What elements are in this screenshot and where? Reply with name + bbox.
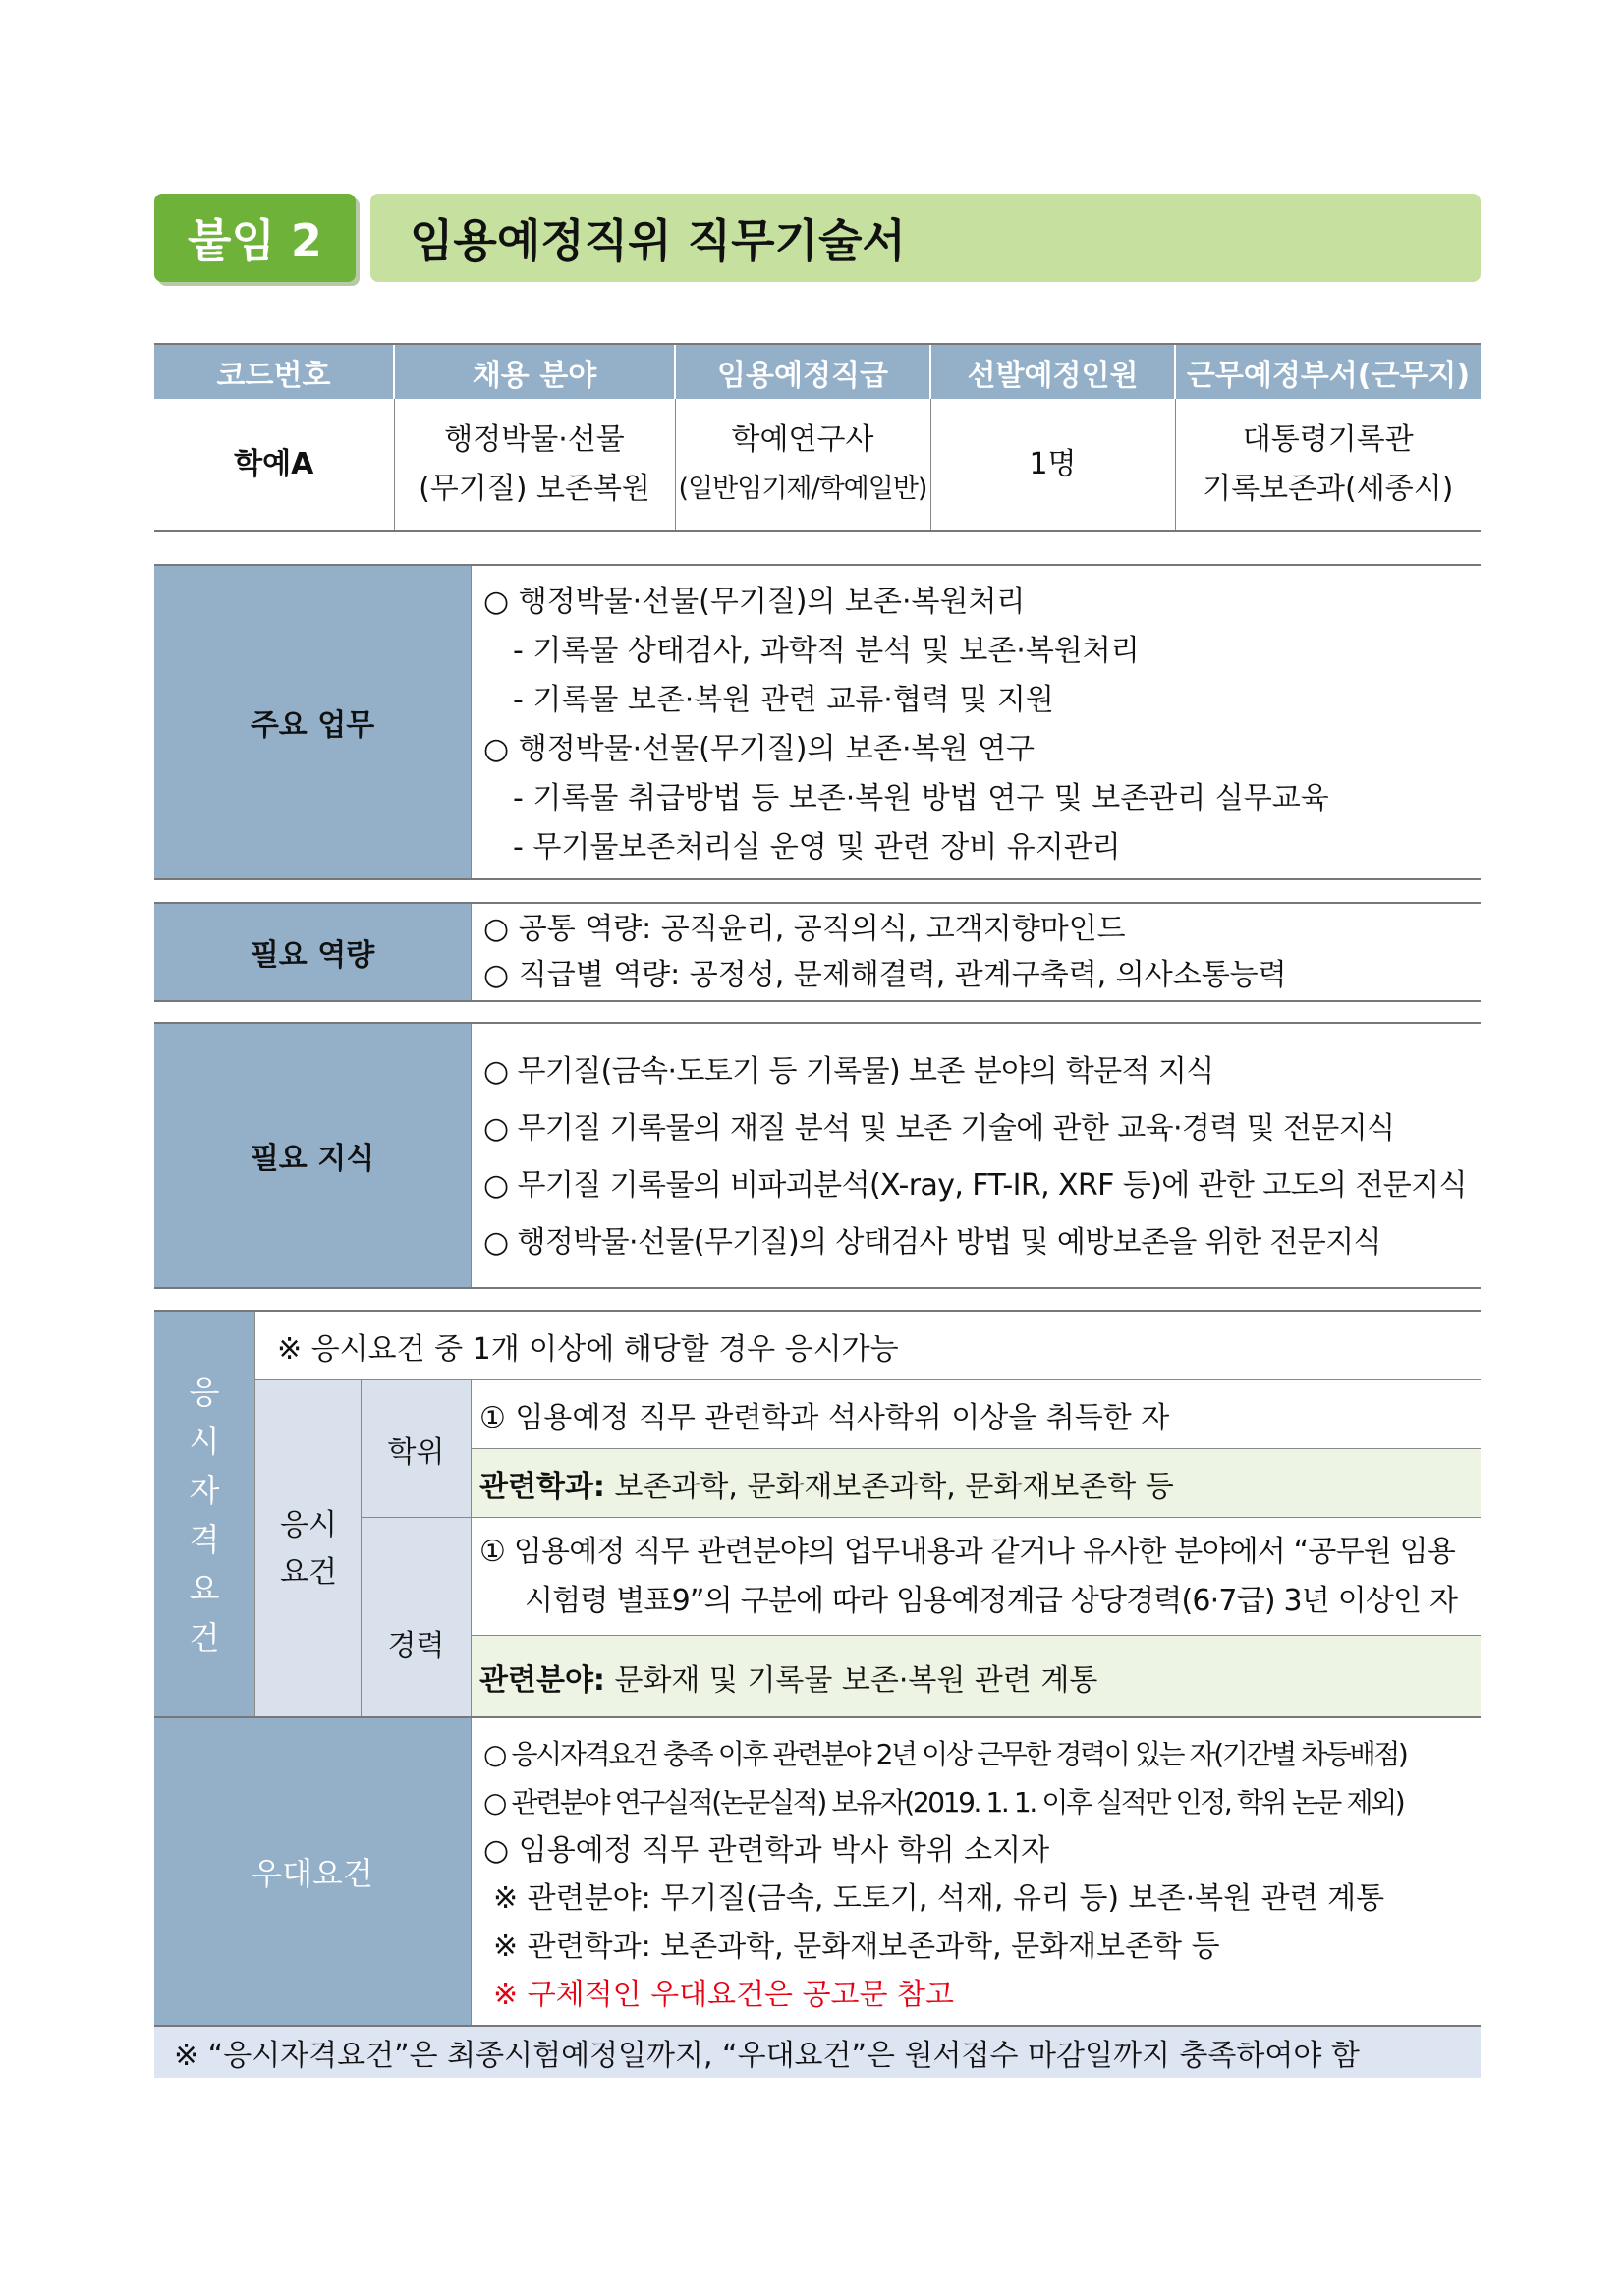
competency-section — [154, 902, 1481, 1002]
duty-line: - 무기물보존처리실 운영 및 관련 장비 유지관리 — [513, 830, 1121, 865]
career-label: 경력 — [361, 1518, 471, 1718]
requirements-note: ※ 응시요건 중 1개 이상에 해당할 경우 응시가능 — [254, 1312, 1481, 1380]
duties-content — [471, 566, 1481, 878]
knowledge-line: ○ 행정박물·선물(무기질)의 상태검사 방법 및 예방보존을 위한 전문지식 — [483, 1225, 1381, 1260]
header-dept: 근무예정부서(근무지) — [1175, 344, 1481, 399]
degree-related-value: 보존과학, 문화재보존과학, 문화재보존학 등 — [604, 1469, 1174, 1504]
preference-line: ○ 관련분야 연구실적(논문실적) 보유자(2019. 1. 1. 이후 실적만 인정, 학위 논문 제외) — [483, 1786, 1404, 1819]
header-code: 코드번호 — [154, 344, 394, 399]
duty-line: - 기록물 보존·복원 관련 교류·협력 및 지원 — [513, 683, 1054, 717]
career-related-key: 관련분야: — [479, 1663, 605, 1698]
degree-label: 학위 — [361, 1380, 471, 1518]
preference-line: ※ 관련학과: 보존과학, 문화재보존과학, 문화재보존학 등 — [493, 1930, 1220, 1964]
knowledge-line: ○ 무기질 기록물의 비파괴분석(X-ray, FT-IR, XRF 등)에 관한 고도의 전문지식 — [483, 1168, 1467, 1203]
page-header — [154, 194, 1481, 282]
preference-note-red: ※ 구체적인 우대요건은 공고문 참고 — [493, 1978, 955, 2012]
label-char: 응 — [189, 1373, 220, 1411]
career-related-value: 문화재 및 기록물 보존·복원 관련 계통 — [604, 1663, 1098, 1698]
header-rank: 임용예정직급 — [675, 344, 930, 399]
header-count: 선발예정인원 — [930, 344, 1175, 399]
knowledge-label: 필요 지식 — [154, 1024, 471, 1287]
label-char: 요 — [189, 1570, 220, 1607]
footnote: ※ “응시자격요건”은 최종시험예정일까지, “우대요건”은 원서접수 마감일까지 충족하여야 함 — [154, 2025, 1481, 2078]
group-label-line: 응시 — [280, 1508, 337, 1542]
field-line: (무기질) 보존복원 — [419, 471, 650, 506]
dept-line: 대통령기록관 — [1242, 421, 1414, 457]
knowledge-line: ○ 무기질 기록물의 재질 분석 및 보존 기술에 관한 교육·경력 및 전문지식 — [483, 1111, 1395, 1146]
preference-line: ○ 임용예정 직무 관련학과 박사 학위 소지자 — [483, 1833, 1050, 1868]
label-char: 건 — [189, 1619, 220, 1656]
preference-line: ※ 관련분야: 무기질(금속, 도토기, 석재, 유리 등) 보존·복원 관련 계통 — [493, 1881, 1385, 1916]
header-field: 채용 분야 — [394, 344, 675, 399]
field-line: 행정박물·선물 — [444, 421, 625, 457]
summary-table — [154, 343, 1481, 532]
knowledge-content — [471, 1024, 1481, 1287]
label-char: 격 — [189, 1521, 220, 1558]
requirements-section — [154, 1310, 1481, 1718]
dept-value — [1175, 399, 1481, 531]
duties-section — [154, 564, 1481, 880]
knowledge-section — [154, 1022, 1481, 1289]
degree-related-key: 관련학과: — [479, 1469, 605, 1504]
degree-related — [471, 1449, 1481, 1518]
competency-line: ○ 공통 역량: 공직윤리, 공직의식, 고객지향마인드 — [483, 912, 1126, 946]
count-value: 1명 — [930, 399, 1175, 531]
competency-line: ○ 직급별 역량: 공정성, 문제해결력, 관계구축력, 의사소통능력 — [483, 958, 1287, 992]
code-value: 학예A — [154, 399, 394, 531]
preference-section — [154, 1716, 1481, 2025]
preference-label: 우대요건 — [154, 1718, 471, 2025]
duty-line: ○ 행정박물·선물(무기질)의 보존·복원 연구 — [483, 732, 1035, 766]
group-label-line: 요건 — [280, 1555, 337, 1590]
duty-line: - 기록물 취급방법 등 보존·복원 방법 연구 및 보존관리 실무교육 — [513, 781, 1329, 815]
career-related — [471, 1636, 1481, 1718]
requirements-group-label — [254, 1380, 362, 1718]
label-char: 자 — [189, 1472, 220, 1509]
duty-line: - 기록물 상태검사, 과학적 분석 및 보존·복원처리 — [513, 634, 1140, 668]
preference-line: ○ 응시자격요건 충족 이후 관련분야 2년 이상 근무한 경력이 있는 자(기간별 차등배점) — [483, 1738, 1407, 1770]
rank-value — [675, 399, 930, 531]
career-line: ① 임용예정 직무 관련분야의 업무내용과 같거나 유사한 분야에서 “공무원 임용 — [479, 1534, 1456, 1569]
knowledge-line: ○ 무기질(금속·도토기 등 기록물) 보존 분야의 학문적 지식 — [483, 1054, 1214, 1089]
degree-text: ① 임용예정 직무 관련학과 석사학위 이상을 취득한 자 — [471, 1380, 1481, 1449]
duties-label: 주요 업무 — [154, 566, 471, 878]
field-value — [394, 399, 675, 531]
career-line: 시험령 별표9”의 구분에 따라 임용예정계급 상당경력(6·7급) 3년 이상인 자 — [525, 1583, 1458, 1618]
requirements-label — [154, 1312, 254, 1718]
label-char: 시 — [189, 1423, 220, 1460]
rank-line: (일반임기제/학예일반) — [678, 473, 927, 504]
attachment-badge: 붙임 2 — [154, 194, 356, 282]
competency-label: 필요 역량 — [154, 904, 471, 1000]
competency-content — [471, 904, 1481, 1000]
preference-content — [471, 1718, 1481, 2025]
page-title: 임용예정직위 직무기술서 — [370, 194, 1481, 282]
rank-line: 학예연구사 — [731, 421, 874, 457]
dept-line: 기록보존과(세종시) — [1203, 471, 1454, 506]
career-text — [471, 1518, 1481, 1636]
duty-line: ○ 행정박물·선물(무기질)의 보존·복원처리 — [483, 585, 1026, 619]
